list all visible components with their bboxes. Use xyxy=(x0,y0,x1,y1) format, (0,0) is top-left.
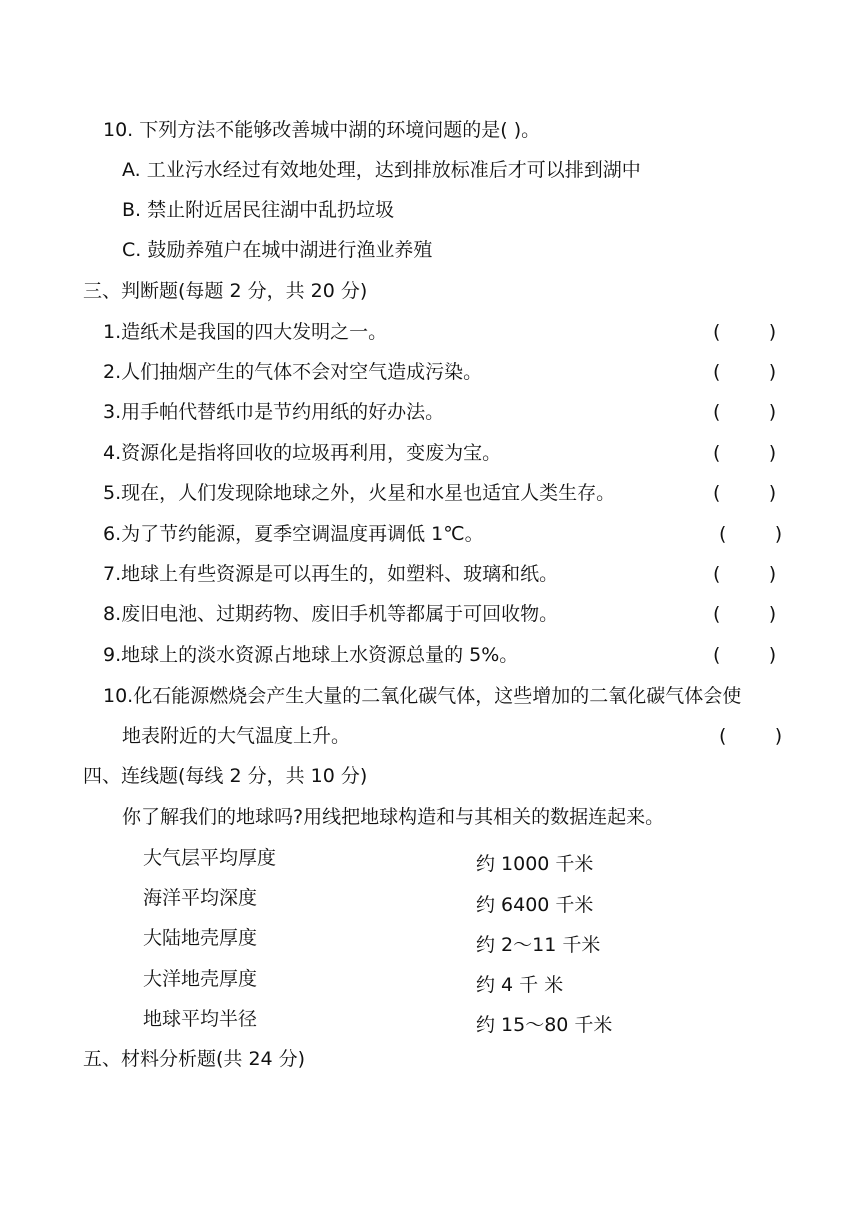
match-left-5[interactable]: 地球平均半径 xyxy=(143,1008,258,1030)
judge-item-10-continuation: 地表附近的大气温度上升。 xyxy=(122,725,351,747)
question-10-option-b: B. 禁止附近居民往湖中乱扔垃圾 xyxy=(122,199,395,221)
match-left-4[interactable]: 大洋地壳厚度 xyxy=(143,968,258,990)
question-10-option-a: A. 工业污水经过有效地处理，达到排放标准后才可以排到湖中 xyxy=(122,159,641,181)
judge-item-7: 7.地球上有些资源是可以再生的，如塑料、玻璃和纸。 xyxy=(103,563,559,585)
match-right-5[interactable]: 约 15～80 千米 xyxy=(476,1014,613,1036)
answer-blank-6[interactable]: ( ) xyxy=(719,523,783,545)
answer-blank-2[interactable]: ( ) xyxy=(713,361,777,383)
answer-blank-5[interactable]: ( ) xyxy=(713,482,777,504)
section-4-title: 四、连线题(每线 2 分，共 10 分) xyxy=(83,765,368,787)
answer-blank-1[interactable]: ( ) xyxy=(713,321,777,343)
answer-blank-8[interactable]: ( ) xyxy=(713,603,777,625)
matching-intro: 你了解我们的地球吗?用线把地球构造和与其相关的数据连起来。 xyxy=(122,806,665,828)
match-right-4[interactable]: 约 4 千 米 xyxy=(476,974,564,996)
match-left-3[interactable]: 大陆地壳厚度 xyxy=(143,927,258,949)
judge-item-9: 9.地球上的淡水资源占地球上水资源总量的 5%。 xyxy=(103,644,519,666)
answer-blank-9[interactable]: ( ) xyxy=(713,644,777,666)
question-10-stem: 10. 下列方法不能够改善城中湖的环境问题的是( )。 xyxy=(103,119,541,141)
judge-item-6: 6.为了节约能源，夏季空调温度再调低 1℃。 xyxy=(103,523,484,545)
judge-item-1: 1.造纸术是我国的四大发明之一。 xyxy=(103,321,388,343)
judge-item-2: 2.人们抽烟产生的气体不会对空气造成污染。 xyxy=(103,361,483,383)
question-10-option-c: C. 鼓励养殖户在城中湖进行渔业养殖 xyxy=(122,239,433,261)
answer-blank-3[interactable]: ( ) xyxy=(713,401,777,423)
match-right-1[interactable]: 约 1000 千米 xyxy=(476,853,594,875)
judge-item-5: 5.现在，人们发现除地球之外，火星和水星也适宜人类生存。 xyxy=(103,482,616,504)
section-3-title: 三、判断题(每题 2 分，共 20 分) xyxy=(83,280,368,302)
judge-item-4: 4.资源化是指将回收的垃圾再利用，变废为宝。 xyxy=(103,442,502,464)
match-right-2[interactable]: 约 6400 千米 xyxy=(476,894,594,916)
judge-item-10: 10.化石能源燃烧会产生大量的二氧化碳气体，这些增加的二氧化碳气体会使 xyxy=(103,685,742,707)
match-left-2[interactable]: 海洋平均深度 xyxy=(143,887,258,909)
answer-blank-7[interactable]: ( ) xyxy=(713,563,777,585)
match-right-3[interactable]: 约 2～11 千米 xyxy=(476,934,601,956)
match-left-1[interactable]: 大气层平均厚度 xyxy=(143,847,277,869)
answer-blank-4[interactable]: ( ) xyxy=(713,442,777,464)
answer-blank-10[interactable]: ( ) xyxy=(719,725,783,747)
judge-item-8: 8.废旧电池、过期药物、废旧手机等都属于可回收物。 xyxy=(103,603,559,625)
section-5-title: 五、材料分析题(共 24 分) xyxy=(83,1048,306,1070)
judge-item-3: 3.用手帕代替纸巾是节约用纸的好办法。 xyxy=(103,401,445,423)
